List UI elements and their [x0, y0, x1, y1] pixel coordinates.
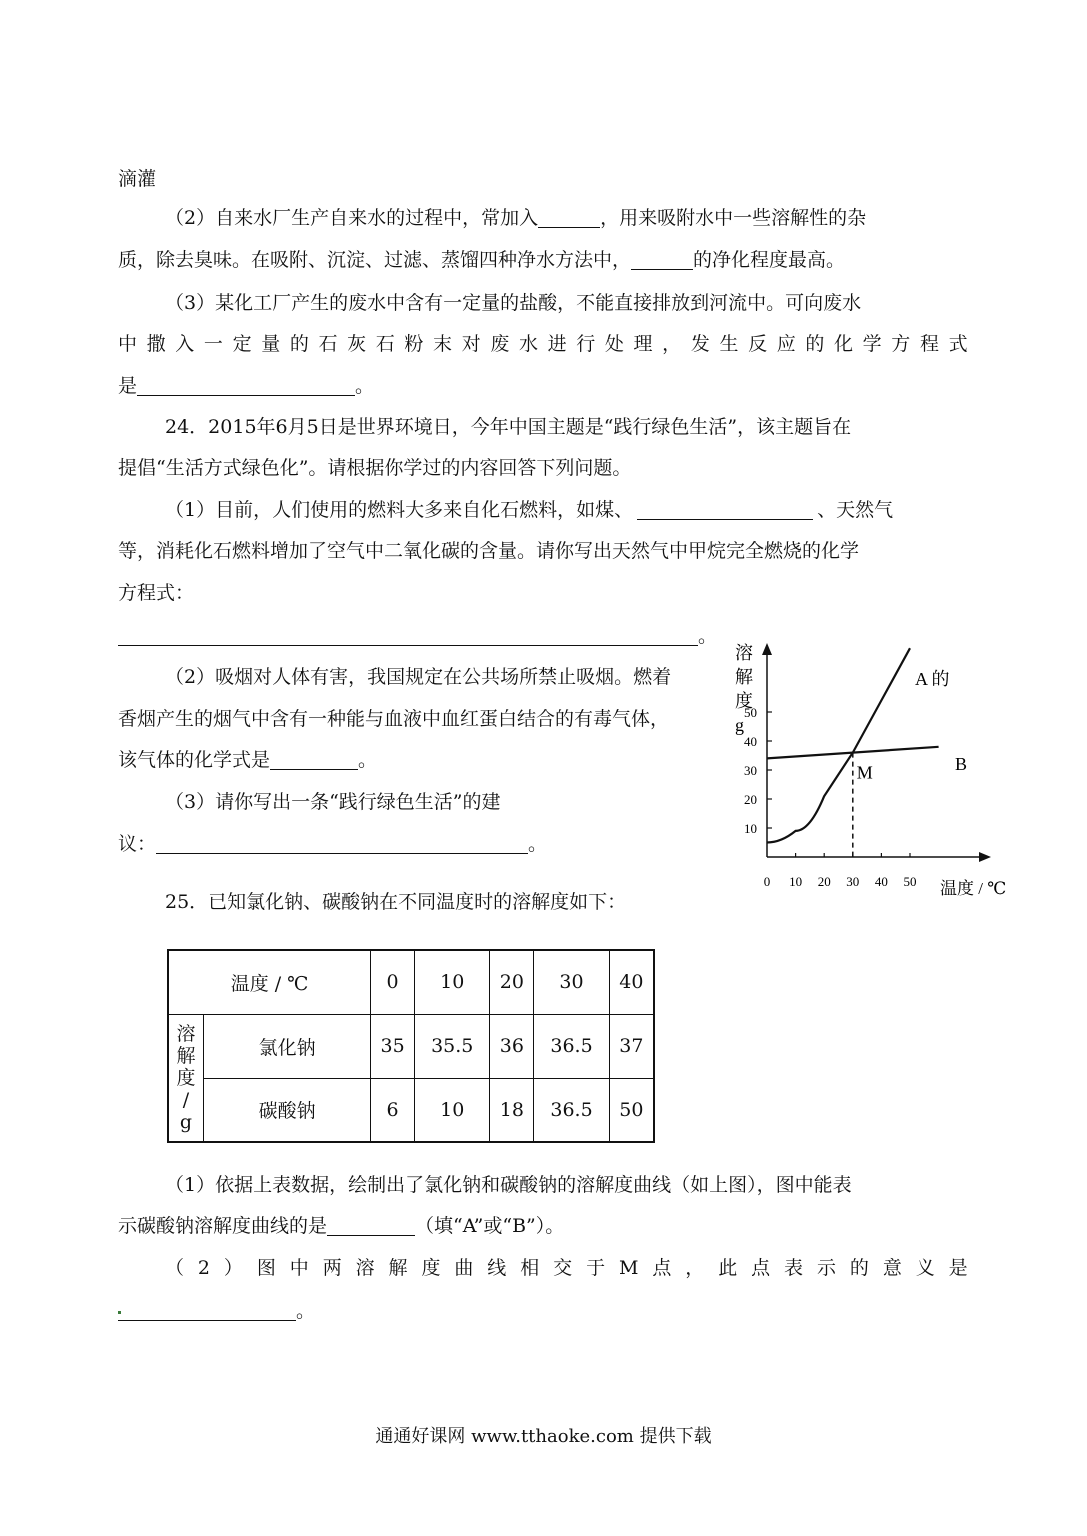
text-line-3: [118, 248, 845, 272]
text-line-17-a: 议：: [118, 833, 157, 855]
text-line-8: 提倡“生活方式绿色化”。请根据你学过的内容回答下列问题。: [118, 457, 632, 479]
text-line-10: 等，消耗化石燃料增加了空气中二氧化碳的含量。请你写出天然气中甲烷完全燃烧的化学: [118, 540, 860, 562]
x-ticks: [764, 853, 917, 889]
text-line-1: 滴灌: [118, 168, 157, 190]
justified-char: 点: [652, 1257, 672, 1279]
justified-char: 石: [375, 333, 395, 355]
justified-char: 示: [816, 1257, 836, 1279]
text-line-19: （1）依据上表数据，绘制出了氯化钠和碳酸钠的溶解度曲线（如上图），图中能表: [165, 1174, 852, 1196]
table-cell: 35: [371, 1014, 415, 1078]
solubility-table: [167, 949, 655, 1143]
group-label-char: 度: [176, 1066, 196, 1089]
text-line-21: [165, 1256, 968, 1280]
table-cell: 36.5: [534, 1078, 609, 1142]
text-line-17: [118, 832, 547, 856]
answer-blank-purification[interactable]: [631, 249, 693, 270]
justified-char: 量: [261, 333, 281, 355]
y-axis-label-char: g: [735, 715, 744, 735]
table-header-temp: 20: [490, 950, 534, 1014]
x-tick-label: 20: [817, 874, 831, 889]
series-a-curve: [767, 648, 910, 842]
answer-blank-adsorbent[interactable]: [538, 207, 600, 228]
answer-blank-equation-2[interactable]: [118, 625, 698, 646]
answer-blank-equation-1[interactable]: [137, 375, 355, 396]
table-row: [168, 1078, 654, 1142]
y-axis-arrow: [762, 643, 772, 655]
table-cell: 37: [609, 1014, 654, 1078]
table-cell: 36.5: [534, 1014, 609, 1078]
text-line-20-b: （填“A”或“B”）。: [415, 1215, 565, 1237]
table-header-temp: 10: [415, 950, 490, 1014]
justified-char: 的: [289, 333, 309, 355]
justified-char: 中: [289, 1257, 309, 1279]
group-label-char: g: [179, 1110, 193, 1133]
justified-char: 对: [461, 333, 481, 355]
solubility-chart: [735, 635, 1025, 900]
text-line-12: [118, 624, 717, 648]
justified-char: 水: [518, 333, 538, 355]
y-axis-label-char: 度: [735, 691, 753, 711]
text-line-4: （3）某化工厂产生的废水中含有一定量的盐酸，不能直接排放到河流中。可向废水: [165, 292, 862, 314]
text-line-7: 24．2015年6月5日是世界环境日，今年中国主题是“践行绿色生活”，该主题旨在: [165, 416, 852, 438]
justified-char: 的: [805, 333, 825, 355]
text-line-6-b: 。: [355, 375, 375, 397]
table-header-temp: 40: [609, 950, 654, 1014]
justified-char: 末: [433, 333, 453, 355]
table-header-temp-label: 温度 / ℃: [168, 950, 371, 1014]
y-axis-label-char: 解: [735, 667, 753, 687]
text-line-6: [118, 374, 374, 398]
text-line-2: [165, 206, 866, 230]
text-line-22-b: 。: [296, 1300, 316, 1322]
justified-char: 进: [547, 333, 567, 355]
table-cell: 50: [609, 1078, 654, 1142]
justified-char: 2: [197, 1257, 211, 1279]
justified-char: 点: [751, 1257, 771, 1279]
table-cell: 35.5: [415, 1014, 490, 1078]
x-tick-label: 10: [789, 874, 803, 889]
series-a-label: A 的: [915, 669, 950, 689]
justified-char: 两: [322, 1257, 342, 1279]
table-group-label: [168, 1014, 204, 1142]
x-tick-label: 30: [846, 874, 860, 889]
table-row: [168, 1014, 654, 1078]
justified-char: 解: [388, 1257, 408, 1279]
y-tick-label: 30: [744, 763, 757, 778]
text-line-15-a: 该气体的化学式是: [118, 749, 271, 771]
chart-axes: [762, 643, 991, 862]
y-axis-label-char: 溶: [735, 643, 753, 663]
y-axis-label: [735, 643, 753, 735]
x-tick-label: 50: [903, 874, 917, 889]
justified-char: 曲: [454, 1257, 474, 1279]
justified-char: 溶: [355, 1257, 375, 1279]
text-line-15: [118, 748, 377, 772]
text-line-11: 方程式：: [118, 582, 195, 604]
text-line-17-b: 。: [528, 833, 548, 855]
text-line-22: [118, 1299, 315, 1323]
justified-char: 灰: [347, 333, 367, 355]
justified-char: 程: [919, 333, 939, 355]
text-line-5: [118, 332, 968, 356]
text-line-20: [118, 1214, 564, 1238]
scan-speck: [118, 1311, 121, 1314]
justified-char: 是: [948, 1257, 968, 1279]
text-line-14: 香烟产生的烟气中含有一种能与血液中血红蛋白结合的有毒气体，: [118, 708, 670, 730]
justified-char: 处: [604, 333, 624, 355]
justified-char: 中: [118, 333, 138, 355]
answer-blank-curve-choice[interactable]: [327, 1215, 415, 1236]
justified-char: ）: [223, 1257, 243, 1279]
text-line-9-b: 、天然气: [817, 499, 894, 521]
justified-char: 度: [421, 1257, 441, 1279]
table-row-name: 氯化钠: [204, 1014, 371, 1078]
justified-char: 应: [776, 333, 796, 355]
justified-char: 方: [891, 333, 911, 355]
series-b-label: B: [955, 754, 968, 774]
justified-char: 意: [882, 1257, 902, 1279]
justified-char: 线: [487, 1257, 507, 1279]
text-line-20-a: 示碳酸钠溶解度曲线的是: [118, 1215, 328, 1237]
x-tick-label: 40: [874, 874, 888, 889]
table-cell: 18: [490, 1078, 534, 1142]
y-tick-label: 40: [744, 734, 757, 749]
x-axis-label: 温度 / ℃: [940, 879, 1007, 898]
group-label-char: 解: [176, 1044, 196, 1067]
text-line-9: [165, 498, 893, 522]
justified-char: （: [165, 1257, 185, 1279]
chart-series: [767, 648, 939, 842]
justified-char: 的: [849, 1257, 869, 1279]
justified-char: 表: [784, 1257, 804, 1279]
table-cell: 10: [415, 1078, 490, 1142]
y-tick-label: 20: [744, 792, 757, 807]
group-label-char: /: [182, 1088, 190, 1111]
justified-char: 于: [586, 1257, 606, 1279]
y-tick-label: 50: [744, 705, 757, 720]
text-line-13: （2）吸烟对人体有害，我国规定在公共场所禁止吸烟。燃着: [165, 666, 672, 688]
justified-char: 定: [232, 333, 252, 355]
justified-char: 义: [915, 1257, 935, 1279]
justified-char: 此: [718, 1257, 738, 1279]
justified-char: 粉: [404, 333, 424, 355]
justified-char: M: [618, 1257, 639, 1279]
justified-char: 入: [175, 333, 195, 355]
table-cell: 36: [490, 1014, 534, 1078]
justified-char: 生: [719, 333, 739, 355]
table-cell: 6: [371, 1078, 415, 1142]
justified-char: 行: [576, 333, 596, 355]
table-header-temp: 30: [534, 950, 609, 1014]
y-ticks: [744, 705, 772, 836]
answer-blank-gas-formula[interactable]: [270, 749, 358, 770]
justified-char: 反: [748, 333, 768, 355]
page-footer: 通通好课网 www.tthaoke.com 提供下载: [375, 1426, 712, 1447]
text-line-9-a: （1）目前，人们使用的燃料大多来自化石燃料，如煤、: [165, 499, 634, 521]
x-tick-label: 0: [763, 874, 771, 889]
justified-char: 石: [318, 333, 338, 355]
text-line-3-a: 质，除去臭味。在吸附、沉淀、过滤、蒸馏四种净水方法中，: [118, 249, 632, 271]
table-header-temp: 0: [371, 950, 415, 1014]
group-label-char: 溶: [176, 1022, 196, 1045]
y-tick-label: 10: [744, 821, 757, 836]
justified-char: 化: [834, 333, 854, 355]
text-line-12-b: 。: [698, 625, 718, 647]
justified-char: 图: [256, 1257, 276, 1279]
text-line-3-b: 的净化程度最高。: [693, 249, 846, 271]
justified-char: 式: [948, 333, 968, 355]
intersection-m-label: M: [856, 762, 873, 783]
justified-char: 交: [553, 1257, 573, 1279]
text-line-6-a: 是: [118, 375, 138, 397]
text-line-16: （3）请你写出一条“践行绿色生活”的建: [165, 791, 501, 813]
justified-char: 相: [520, 1257, 540, 1279]
text-line-15-b: 。: [358, 749, 378, 771]
justified-char: ，: [662, 333, 682, 355]
table-header-row: [168, 950, 654, 1014]
justified-char: 理: [633, 333, 653, 355]
text-line-18: 25．已知氯化钠、碳酸钠在不同温度时的溶解度如下：: [165, 891, 627, 913]
table-row-name: 碳酸钠: [204, 1078, 371, 1142]
justified-char: 撒: [146, 333, 166, 355]
justified-char: 一: [203, 333, 223, 355]
text-line-2-a: （2）自来水厂生产自来水的过程中，常加入: [165, 207, 539, 229]
justified-char: ，: [685, 1257, 705, 1279]
x-axis-arrow: [979, 852, 991, 862]
answer-blank-fuel[interactable]: [637, 499, 813, 520]
answer-blank-suggestion[interactable]: [156, 833, 528, 854]
justified-char: 废: [490, 333, 510, 355]
text-line-2-b: ，用来吸附水中一些溶解性的杂: [600, 207, 867, 229]
answer-blank-m-meaning[interactable]: [118, 1300, 296, 1321]
justified-char: 学: [862, 333, 882, 355]
justified-char: 发: [690, 333, 710, 355]
